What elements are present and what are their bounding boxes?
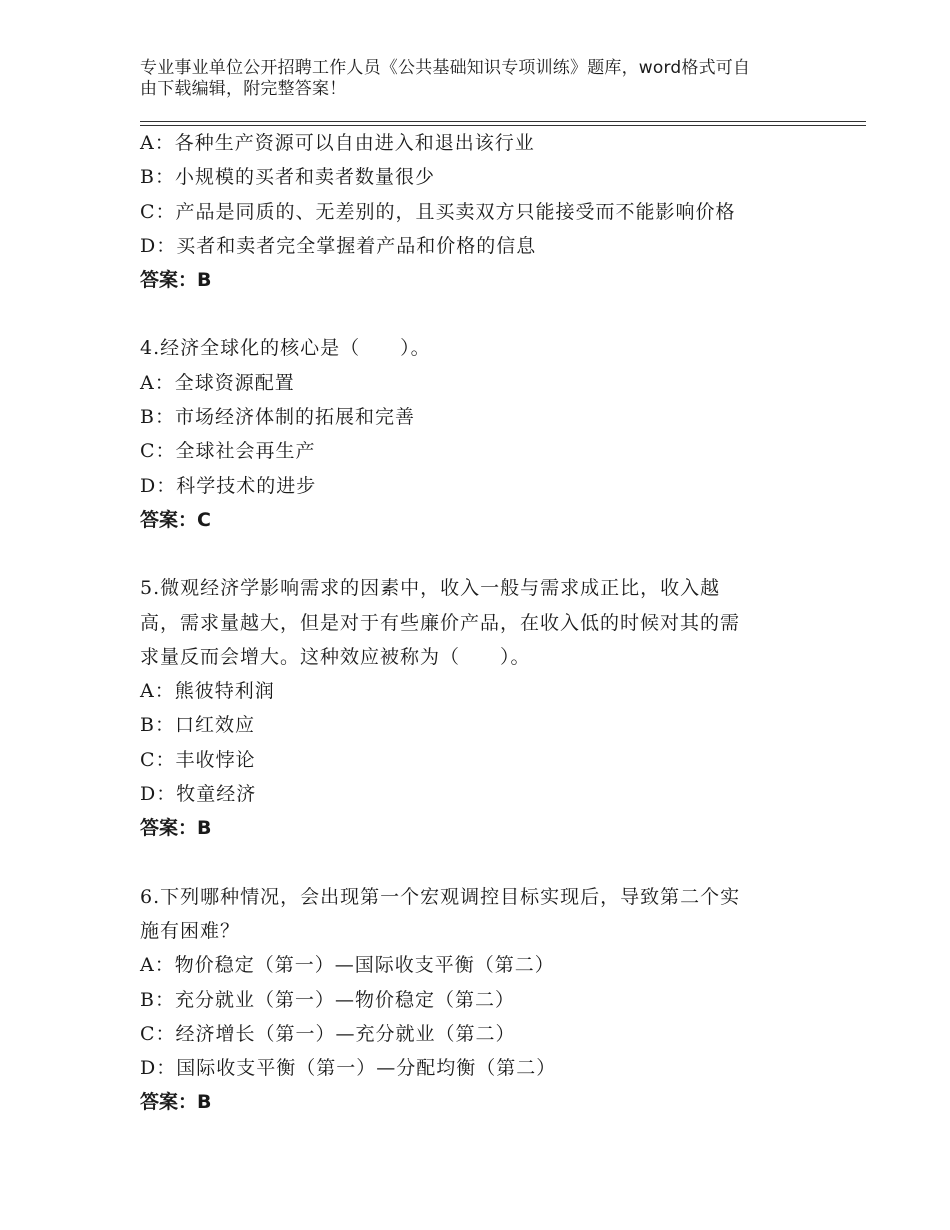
option-b: B：市场经济体制的拓展和完善	[140, 406, 415, 429]
question-stem-line-1: 5.微观经济学影响需求的因素中，收入一般与需求成正比，收入越	[140, 577, 721, 600]
header-divider	[140, 121, 866, 122]
option-c: C：产品是同质的、无差别的，且买卖双方只能接受而不能影响价格	[140, 200, 736, 223]
header-line-2: 由下载编辑，附完整答案！	[140, 79, 347, 99]
option-a: A：物价稳定（第一）—国际收支平衡（第二）	[140, 954, 555, 977]
option-c: C：经济增长（第一）—充分就业（第二）	[140, 1022, 516, 1045]
spacer	[140, 846, 870, 880]
header-line-1: 专业事业单位公开招聘工作人员《公共基础知识专项训练》题库，word格式可自	[140, 58, 751, 78]
question-5	[140, 571, 870, 845]
option-d: D：科学技术的进步	[140, 474, 317, 497]
question-list	[140, 126, 870, 1120]
question-stem-line-2: 施有困难？	[140, 919, 241, 942]
option-a: A：全球资源配置	[140, 371, 295, 394]
question-4	[140, 331, 870, 537]
question-stem: 4.经济全球化的核心是（ ）。	[140, 337, 431, 360]
option-b: B：充分就业（第一）—物价稳定（第二）	[140, 988, 515, 1011]
document-header	[140, 58, 800, 100]
answer-label: 答案：C	[140, 508, 211, 531]
answer-label: 答案：B	[140, 817, 212, 840]
question-6	[140, 880, 870, 1120]
spacer	[140, 297, 870, 331]
option-c: C：丰收悖论	[140, 748, 256, 771]
question-3	[140, 126, 870, 297]
option-d: D：牧童经济	[140, 783, 257, 806]
answer-label: 答案：B	[140, 1091, 212, 1114]
answer-label: 答案：B	[140, 269, 212, 292]
question-stem-line-3: 求量反而会增大。这种效应被称为（ ）。	[140, 645, 531, 668]
option-b: B：小规模的买者和卖者数量很少	[140, 166, 435, 189]
option-a: A：各种生产资源可以自由进入和退出该行业	[140, 132, 535, 154]
question-stem-line-1: 6.下列哪种情况，会出现第一个宏观调控目标实现后，导致第二个实	[140, 885, 741, 908]
question-stem-line-2: 高，需求量越大，但是对于有些廉价产品，在收入低的时候对其的需	[140, 611, 741, 634]
option-c: C：全球社会再生产	[140, 440, 316, 463]
option-d: D：国际收支平衡（第一）—分配均衡（第二）	[140, 1057, 557, 1080]
option-b: B：口红效应	[140, 714, 255, 737]
spacer	[140, 537, 870, 571]
option-d: D：买者和卖者完全掌握着产品和价格的信息	[140, 234, 537, 257]
option-a: A：熊彼特利润	[140, 680, 275, 703]
